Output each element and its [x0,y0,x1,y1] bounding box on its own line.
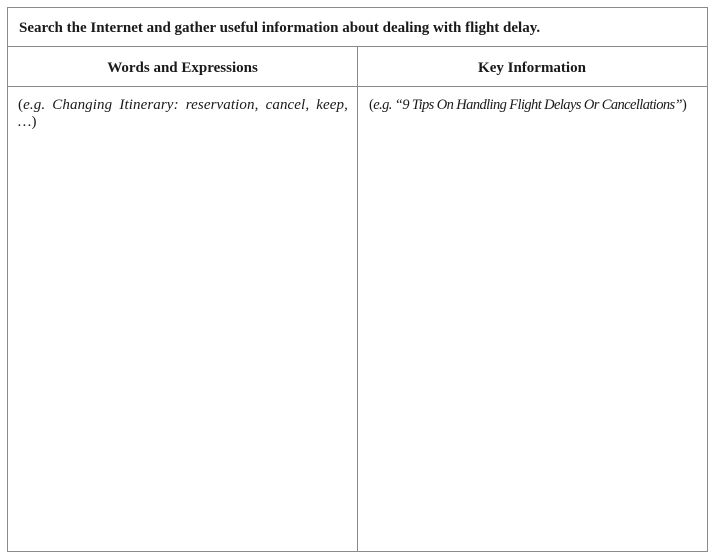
words-and-expressions-cell[interactable] [8,87,357,551]
column-header-words-and-expressions: Words and Expressions [8,47,357,87]
worksheet-table [7,7,708,552]
key-information-example-text: e.g. “9 Tips On Handling Flight Delays Or Cancellations” [373,97,683,113]
example-close-paren: ) [682,97,687,113]
column-header-key-information: Key Information [357,47,707,87]
example-open-paren: ( [18,97,24,113]
key-information-cell[interactable] [358,87,707,551]
words-example-text: e.g. Changing Itinerary: reservation, cancel, keep, … [18,97,348,130]
task-instruction: Search the Internet and gather useful information about dealing with flight delay. [8,8,707,47]
example-open-paren: ( [369,97,374,113]
example-close-paren: ) [31,114,37,130]
